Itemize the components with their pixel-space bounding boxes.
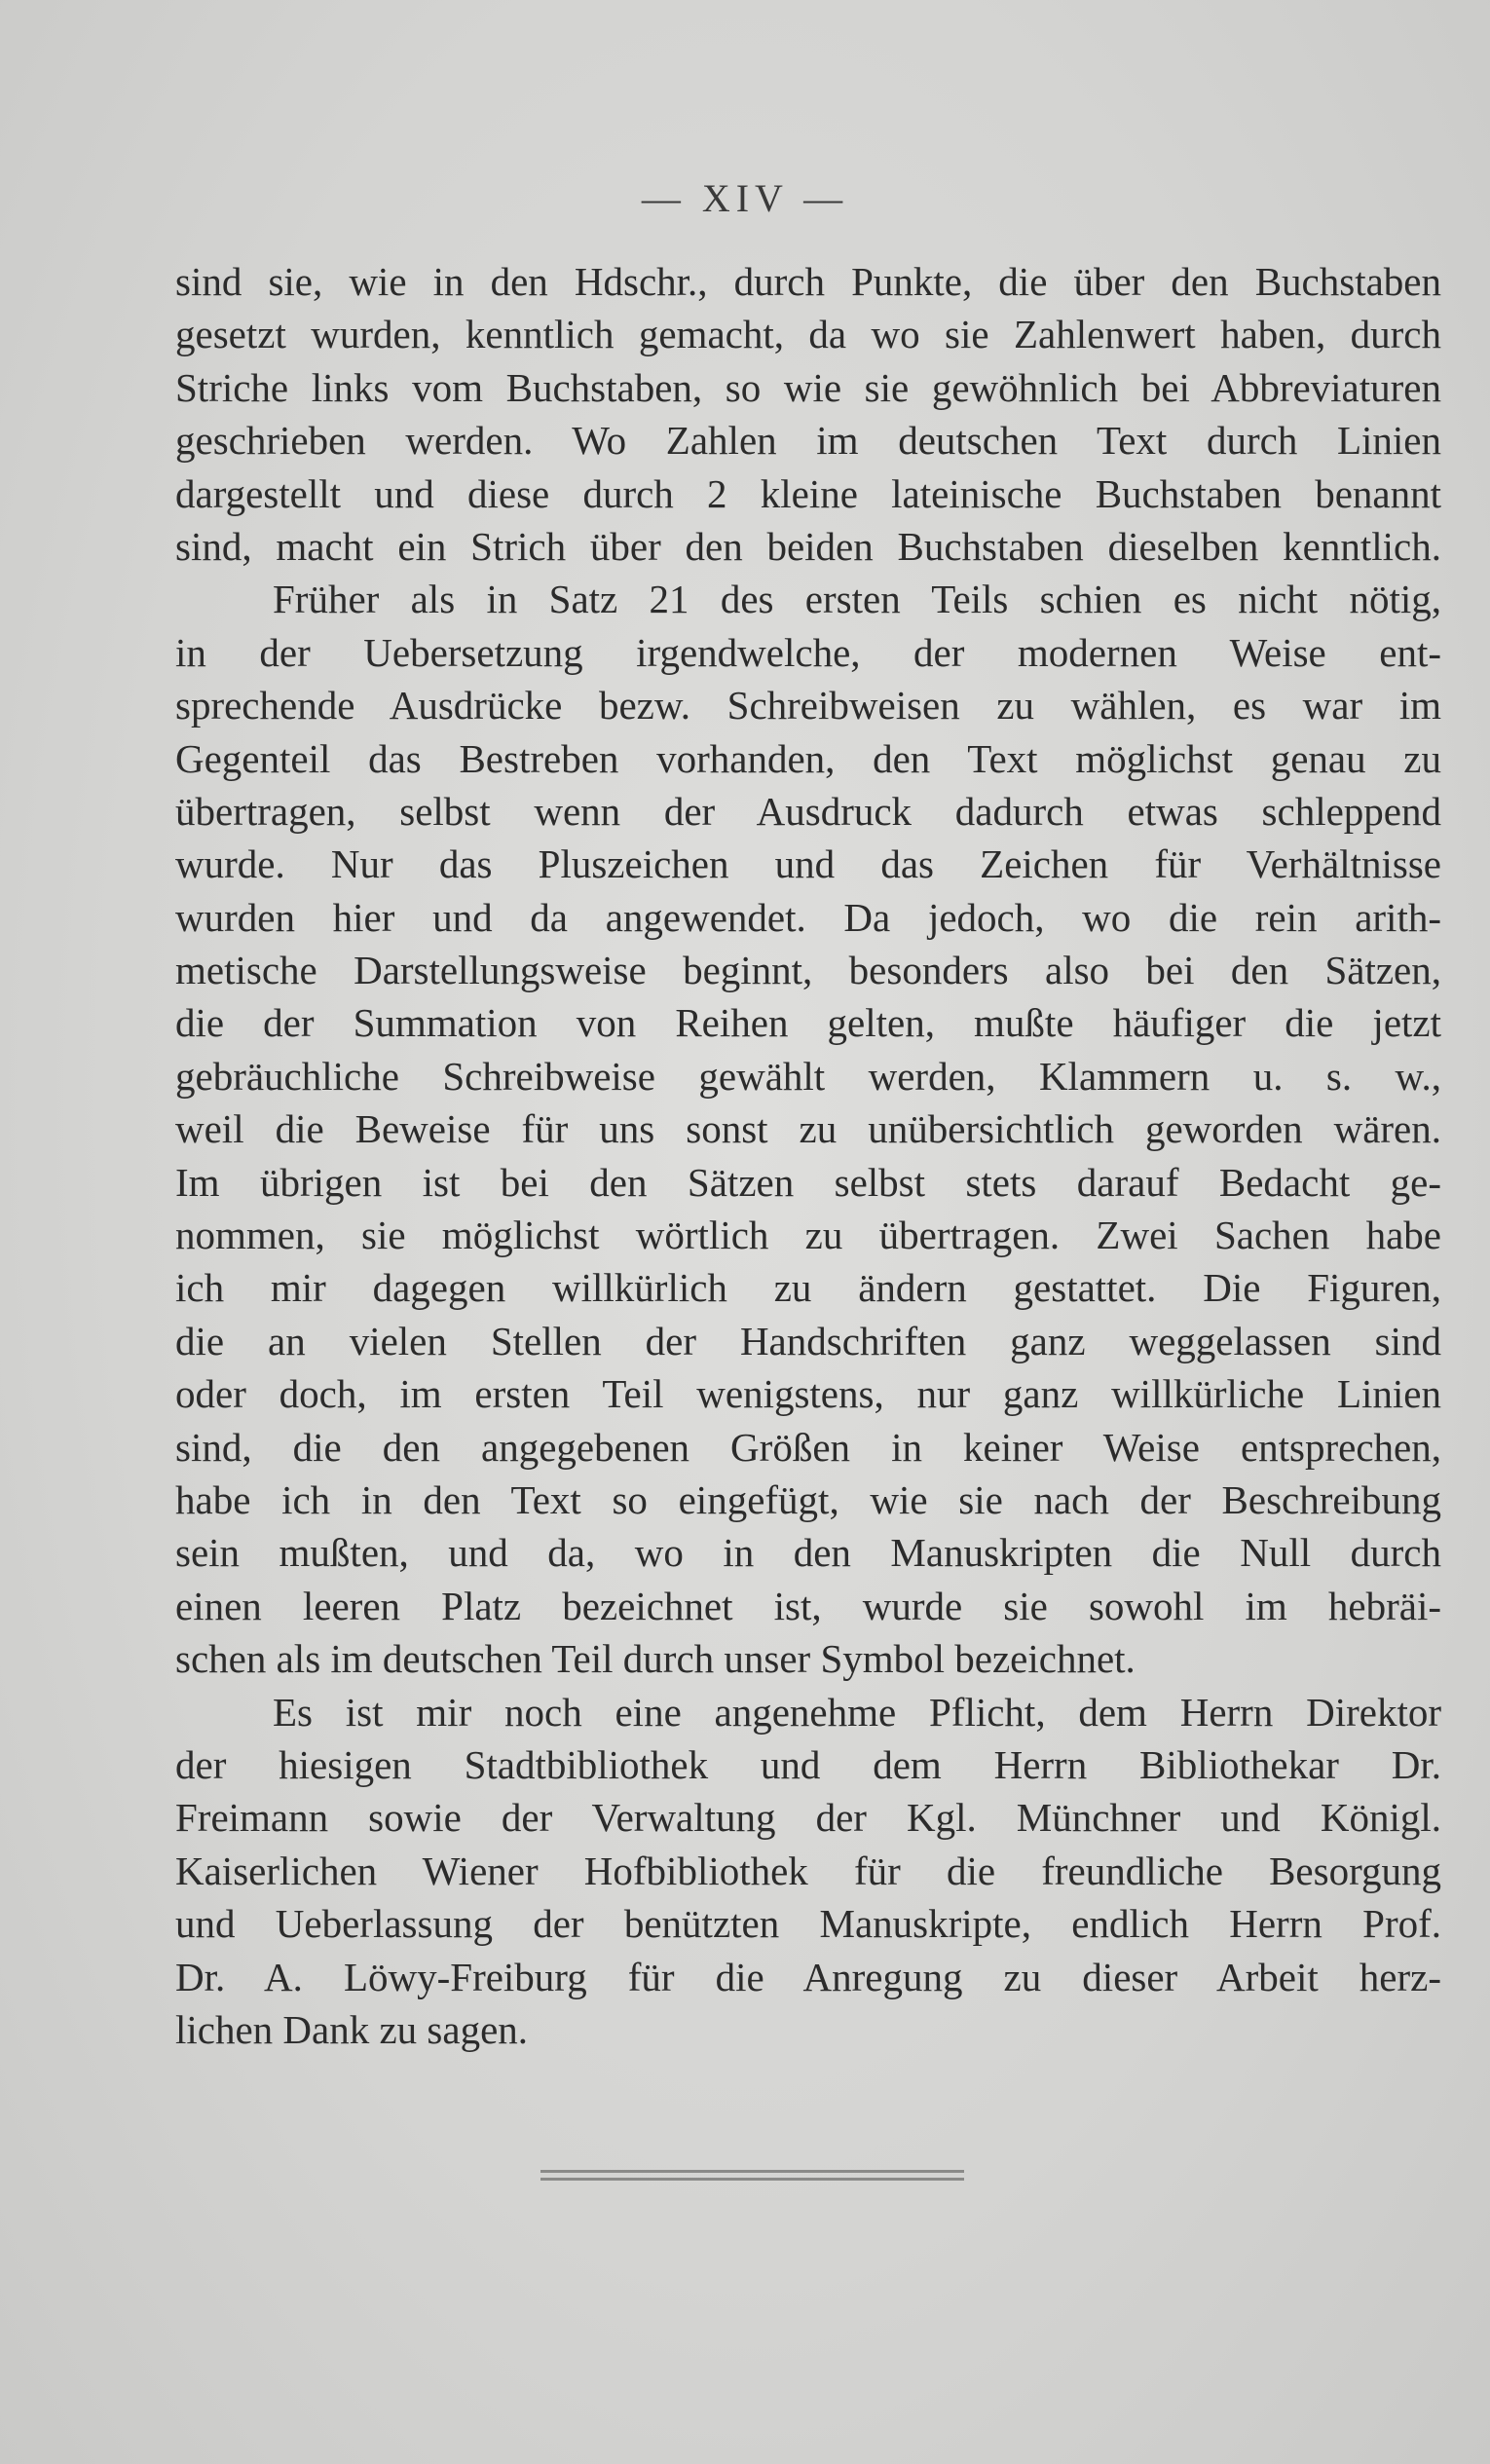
text-line: sind, die den angegebenen Größen in keiner Weise entsprechen, bbox=[175, 1424, 1441, 1470]
paragraph-2 bbox=[175, 573, 1441, 1685]
text-line: gebräuchliche Schreibweise gewählt werden, Klammern u. s. w., bbox=[175, 1053, 1441, 1099]
text-line: die an vielen Stellen der Handschriften ganz weggelassen sind bbox=[175, 1318, 1441, 1363]
text-line: der hiesigen Stadtbibliothek und dem Herrn Bibliothekar Dr. bbox=[175, 1741, 1441, 1787]
text-line: lichen Dank zu sagen. bbox=[175, 2006, 529, 2052]
text-line: gesetzt wurden, kenntlich gemacht, da wo sie Zahlenwert haben, durch bbox=[175, 312, 1441, 357]
text-line: wurden hier und da angewendet. Da jedoch, wo die rein arith- bbox=[175, 894, 1441, 940]
paragraph-1 bbox=[175, 255, 1441, 573]
text-line: wurde. Nur das Pluszeichen und das Zeichen für Verhältnisse bbox=[175, 841, 1441, 887]
text-line: sind sie, wie in den Hdschr., durch Punkte, die über den Buchstaben bbox=[175, 259, 1441, 304]
page-number: — XIV — bbox=[641, 176, 849, 220]
paragraph-3 bbox=[175, 1686, 1441, 2057]
text-line: und Ueberlassung der benützten Manuskripte, endlich Herrn Prof. bbox=[175, 1901, 1441, 1947]
text-line: Striche links vom Buchstaben, so wie sie gewöhnlich bei Abbreviaturen bbox=[175, 364, 1441, 410]
text-line: dargestellt und diese durch 2 kleine lateinische Buchstaben benannt bbox=[175, 470, 1441, 516]
text-line: Dr. A. Löwy-Freiburg für die Anregung zu dieser Arbeit herz- bbox=[175, 1954, 1441, 1999]
text-line: oder doch, im ersten Teil wenigstens, nur ganz willkürliche Linien bbox=[175, 1371, 1441, 1417]
text-line: in der Uebersetzung irgendwelche, der modernen Weise ent- bbox=[175, 629, 1441, 675]
closing-rule-bottom bbox=[540, 2178, 964, 2181]
text-line: nommen, sie möglichst wörtlich zu übertragen. Zwei Sachen habe bbox=[175, 1213, 1441, 1258]
text-line: übertragen, selbst wenn der Ausdruck dadurch etwas schleppend bbox=[175, 788, 1441, 834]
closing-rule-top bbox=[540, 2170, 964, 2173]
text-line: Gegenteil das Bestreben vorhanden, den Text möglichst genau zu bbox=[175, 735, 1441, 781]
text-line: Es ist mir noch eine angenehme Pflicht, dem Herrn Direktor bbox=[273, 1689, 1441, 1735]
text-line: Im übrigen ist bei den Sätzen selbst stets darauf Bedacht ge- bbox=[175, 1159, 1441, 1205]
text-line: die der Summation von Reihen gelten, mußte häufiger die jetzt bbox=[175, 1000, 1441, 1046]
text-line: Freimann sowie der Verwaltung der Kgl. Münchner und Königl. bbox=[175, 1795, 1441, 1841]
text-line: ich mir dagegen willkürlich zu ändern gestattet. Die Figuren, bbox=[175, 1265, 1441, 1311]
text-line: einen leeren Platz bezeichnet ist, wurde sie sowohl im hebräi- bbox=[175, 1583, 1441, 1628]
text-line: sind, macht ein Strich über den beiden Buchstaben dieselben kenntlich. bbox=[175, 523, 1441, 569]
text-line: metische Darstellungsweise beginnt, besonders also bei den Sätzen, bbox=[175, 948, 1441, 993]
text-line: Früher als in Satz 21 des ersten Teils schien es nicht nötig, bbox=[273, 577, 1441, 622]
text-line: sein mußten, und da, wo in den Manuskripten die Null durch bbox=[175, 1530, 1441, 1576]
text-line: geschrieben werden. Wo Zahlen im deutschen Text durch Linien bbox=[175, 418, 1441, 464]
text-line: schen als im deutschen Teil durch unser Symbol bezeichnet. bbox=[175, 1636, 1136, 1682]
text-line: habe ich in den Text so eingefügt, wie sie nach der Beschreibung bbox=[175, 1476, 1441, 1522]
text-line: sprechende Ausdrücke bezw. Schreibweisen zu wählen, es war im bbox=[175, 683, 1441, 728]
text-line: Kaiserlichen Wiener Hofbibliothek für die freundliche Besorgung bbox=[175, 1848, 1441, 1893]
body-text bbox=[175, 255, 1441, 2056]
text-line: weil die Beweise für uns sonst zu unübersichtlich geworden wären. bbox=[175, 1106, 1441, 1152]
